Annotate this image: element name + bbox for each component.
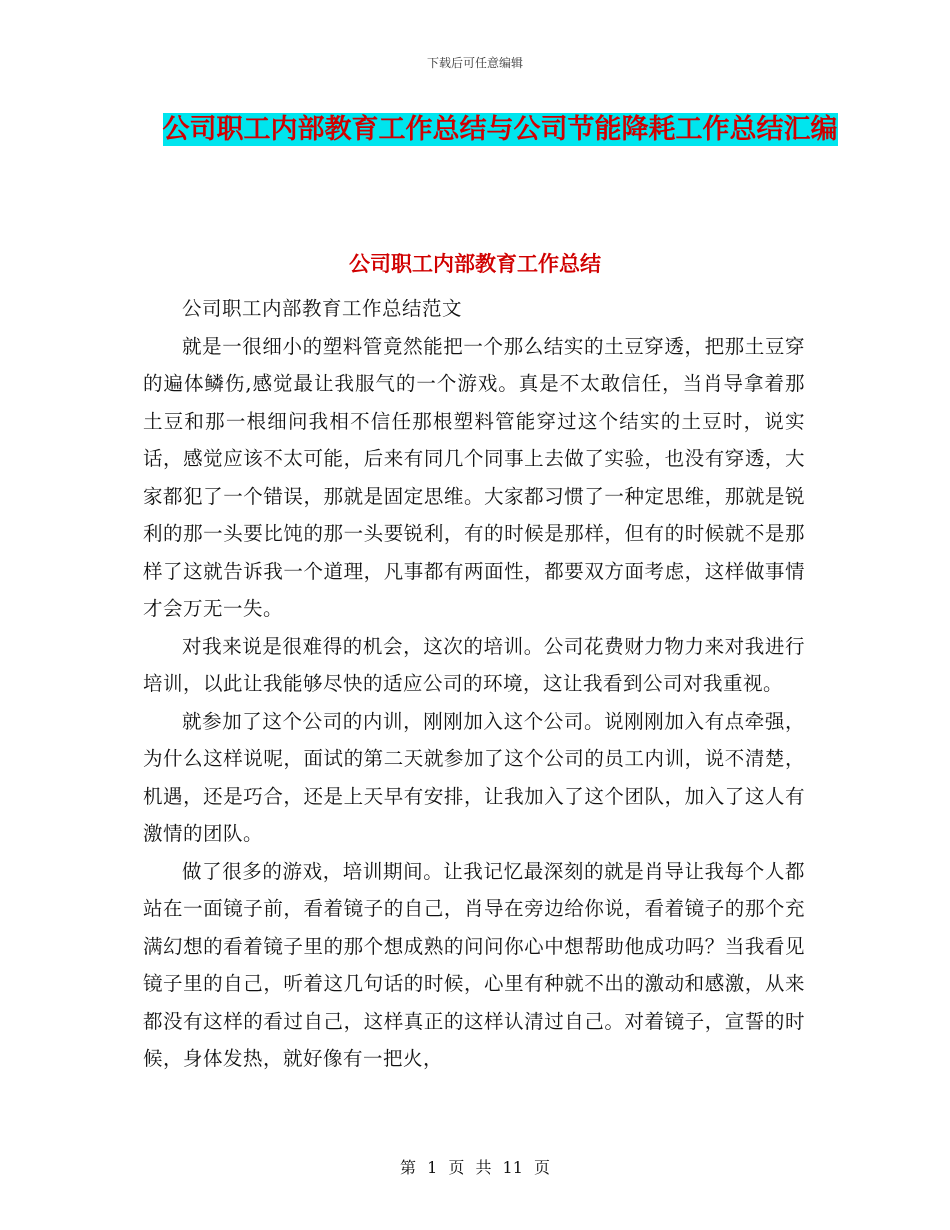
document-title — [150, 106, 850, 153]
section-title: 公司职工内部教育工作总结 — [349, 252, 601, 276]
paragraph: 就参加了这个公司的内训，刚刚加入这个公司。说刚刚加入有点牵强，为什么这样说呢，面试的第二天就参加了这个公司的员工内训，说不清楚，机遇，还是巧合，还是上天早有安排，让我加入了这个团队，加入了这人有激情的团队。 — [143, 709, 805, 845]
header-note: 下载后可任意编辑 — [426, 56, 523, 70]
paragraph-subtitle: 公司职工内部教育工作总结范文 — [182, 297, 463, 320]
page-footer: 第 1 页 共 11 页 — [400, 1158, 550, 1177]
document-body — [143, 290, 805, 1078]
document-title-text: 公司职工内部教育工作总结与公司节能降耗工作总结汇编 — [162, 114, 838, 145]
paragraph: 做了很多的游戏，培训期间。让我记忆最深刻的就是肖导让我每个人都站在一面镜子前，看着镜子的自己，肖导在旁边给你说，看着镜子的那个充满幻想的看着镜子里的那个想成熟的问问你心中想帮助他成功吗？当我看见镜子里的自己，听着这几句话的时候，心里有种就不出的激动和感激，从来都没有这样的看过自己，这样真正的这样认清过自己。对着镜子，宣誓的时候，身体发热，就好像有一把火， — [143, 859, 805, 1070]
paragraph: 就是一很细小的塑料管竟然能把一个那么结实的土豆穿透，把那土豆穿的遍体鳞伤,感觉最让我服气的一个游戏。真是不太敢信任，当肖导拿着那土豆和那一根细问我相不信任那根塑料管能穿过这个结实的土豆时，说实话，感觉应该不太可能，后来有同几个同事上去做了实验，也没有穿透，大家都犯了一个错误，那就是固定思维。大家都习惯了一种定思维，那就是锐利的那一头要比饨的那一头要锐利，有的时候是那样，但有的时候就不是那样了这就告诉我一个道理，凡事都有两面性，都要双方面考虑，这样做事情才会万无一失。 — [143, 334, 805, 620]
paragraph: 对我来说是很难得的机会，这次的培训。公司花费财力物力来对我进行培训，以此让我能够尽快的适应公司的环境，这让我看到公司对我重视。 — [143, 634, 805, 695]
